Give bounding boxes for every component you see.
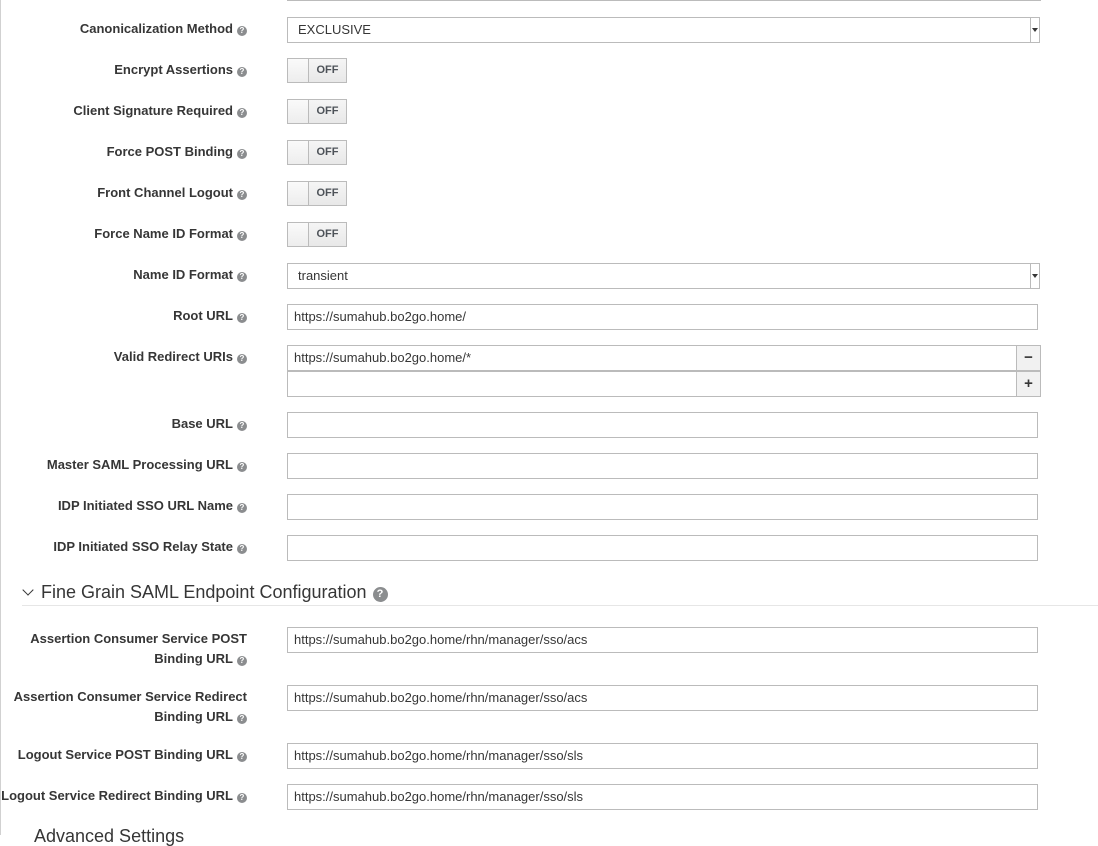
help-icon[interactable]: ? [237, 503, 247, 513]
name-id-format-select[interactable] [287, 263, 1040, 289]
acs-post-binding-url-input[interactable]: https://sumahub.bo2go.home/rhn/manager/sso/acs [287, 627, 1038, 653]
master-saml-processing-url-input[interactable] [287, 453, 1038, 479]
label-text: Client Signature Required [73, 103, 233, 118]
help-icon[interactable]: ? [373, 587, 388, 602]
toggle-knob [288, 223, 309, 246]
label-text-line1: Assertion Consumer Service POST [30, 631, 247, 646]
label-text-line1: Assertion Consumer Service Redirect [13, 689, 247, 704]
valid-redirect-uris-label [7, 347, 247, 367]
idp-initiated-sso-url-name-input[interactable] [287, 494, 1038, 520]
idp-initiated-sso-relay-state-input[interactable] [287, 535, 1038, 561]
toggle-state: OFF [309, 59, 346, 82]
previous-select-bottom [287, 0, 1041, 1]
canonicalization-method-label [7, 19, 247, 39]
toggle-knob [288, 141, 309, 164]
label-text: Logout Service POST Binding URL [17, 747, 233, 762]
chevron-down-icon [22, 584, 33, 595]
help-icon[interactable]: ? [237, 656, 247, 666]
label-text: Canonicalization Method [79, 21, 233, 36]
force-name-id-format-toggle[interactable] [287, 222, 347, 247]
remove-uri-button[interactable]: − [1016, 345, 1041, 371]
logout-post-binding-url-label [0, 745, 247, 765]
client-signature-required-toggle[interactable] [287, 99, 347, 124]
acs-redirect-binding-url-label [7, 687, 247, 727]
section-divider [22, 605, 1098, 606]
help-icon[interactable]: ? [237, 67, 247, 77]
label-text: Name ID Format [133, 267, 233, 282]
base-url-input[interactable] [287, 412, 1038, 438]
help-icon[interactable]: ? [237, 421, 247, 431]
advanced-settings-header[interactable]: Advanced Settings [34, 826, 185, 846]
label-text: Front Channel Logout [97, 185, 233, 200]
force-name-id-format-label [7, 224, 247, 244]
logout-redirect-binding-url-input[interactable]: https://sumahub.bo2go.home/rhn/manager/sso/sls [287, 784, 1038, 810]
idp-initiated-sso-url-name-label [7, 496, 247, 516]
encrypt-assertions-label [7, 60, 247, 80]
help-icon[interactable]: ? [237, 108, 247, 118]
help-icon[interactable]: ? [237, 272, 247, 282]
toggle-knob [288, 59, 309, 82]
logout-post-binding-url-input[interactable]: https://sumahub.bo2go.home/rhn/manager/sso/sls [287, 743, 1038, 769]
label-text-line2: Binding URL [154, 651, 233, 666]
label-text: Master SAML Processing URL [46, 457, 233, 472]
help-icon[interactable]: ? [237, 752, 247, 762]
force-post-binding-toggle[interactable] [287, 140, 347, 165]
chevron-down-icon [1030, 18, 1039, 42]
help-icon[interactable]: ? [237, 149, 247, 159]
name-id-format-label [7, 265, 247, 285]
master-saml-processing-url-label [7, 455, 247, 475]
root-url-label [7, 306, 247, 326]
idp-initiated-sso-relay-state-label [7, 537, 247, 557]
chevron-down-icon [1030, 264, 1039, 288]
label-text: Force Name ID Format [94, 226, 233, 241]
toggle-state: OFF [309, 100, 346, 123]
label-text: IDP Initiated SSO URL Name [57, 498, 233, 513]
canonicalization-method-select[interactable] [287, 17, 1040, 43]
help-icon[interactable]: ? [237, 544, 247, 554]
root-url-input[interactable]: https://sumahub.bo2go.home/ [287, 304, 1038, 330]
logout-redirect-binding-url-label [0, 786, 247, 806]
section-title: Fine Grain SAML Endpoint Configuration [41, 582, 367, 602]
help-icon[interactable]: ? [237, 354, 247, 364]
redirect-uri-input-2[interactable] [287, 371, 1017, 397]
front-channel-logout-label [7, 183, 247, 203]
select-value: EXCLUSIVE [298, 22, 371, 37]
add-uri-button[interactable]: + [1016, 371, 1041, 397]
toggle-state: OFF [309, 182, 346, 205]
redirect-uri-input-1[interactable]: https://sumahub.bo2go.home/* [287, 345, 1017, 371]
label-text: Root URL [173, 308, 233, 323]
label-text: Logout Service Redirect Binding URL [1, 788, 233, 803]
label-text: Encrypt Assertions [114, 62, 233, 77]
toggle-state: OFF [309, 141, 346, 164]
label-text: Base URL [171, 416, 233, 431]
help-icon[interactable]: ? [237, 462, 247, 472]
help-icon[interactable]: ? [237, 190, 247, 200]
label-text: Valid Redirect URIs [113, 349, 233, 364]
encrypt-assertions-toggle[interactable] [287, 58, 347, 83]
client-signature-required-label [7, 101, 247, 121]
label-text: IDP Initiated SSO Relay State [53, 539, 233, 554]
page-left-border [0, 0, 1, 835]
acs-redirect-binding-url-input[interactable]: https://sumahub.bo2go.home/rhn/manager/sso/acs [287, 685, 1038, 711]
toggle-knob [288, 100, 309, 123]
toggle-knob [288, 182, 309, 205]
toggle-state: OFF [309, 223, 346, 246]
label-text: Force POST Binding [106, 144, 233, 159]
label-text-line2: Binding URL [154, 709, 233, 724]
help-icon[interactable]: ? [237, 714, 247, 724]
help-icon[interactable]: ? [237, 793, 247, 803]
help-icon[interactable]: ? [237, 313, 247, 323]
front-channel-logout-toggle[interactable] [287, 181, 347, 206]
help-icon[interactable]: ? [237, 26, 247, 36]
acs-post-binding-url-label [7, 629, 247, 669]
fine-grain-section-header[interactable] [22, 580, 388, 604]
help-icon[interactable]: ? [237, 231, 247, 241]
force-post-binding-label [7, 142, 247, 162]
base-url-label [7, 414, 247, 434]
select-value: transient [298, 268, 348, 283]
